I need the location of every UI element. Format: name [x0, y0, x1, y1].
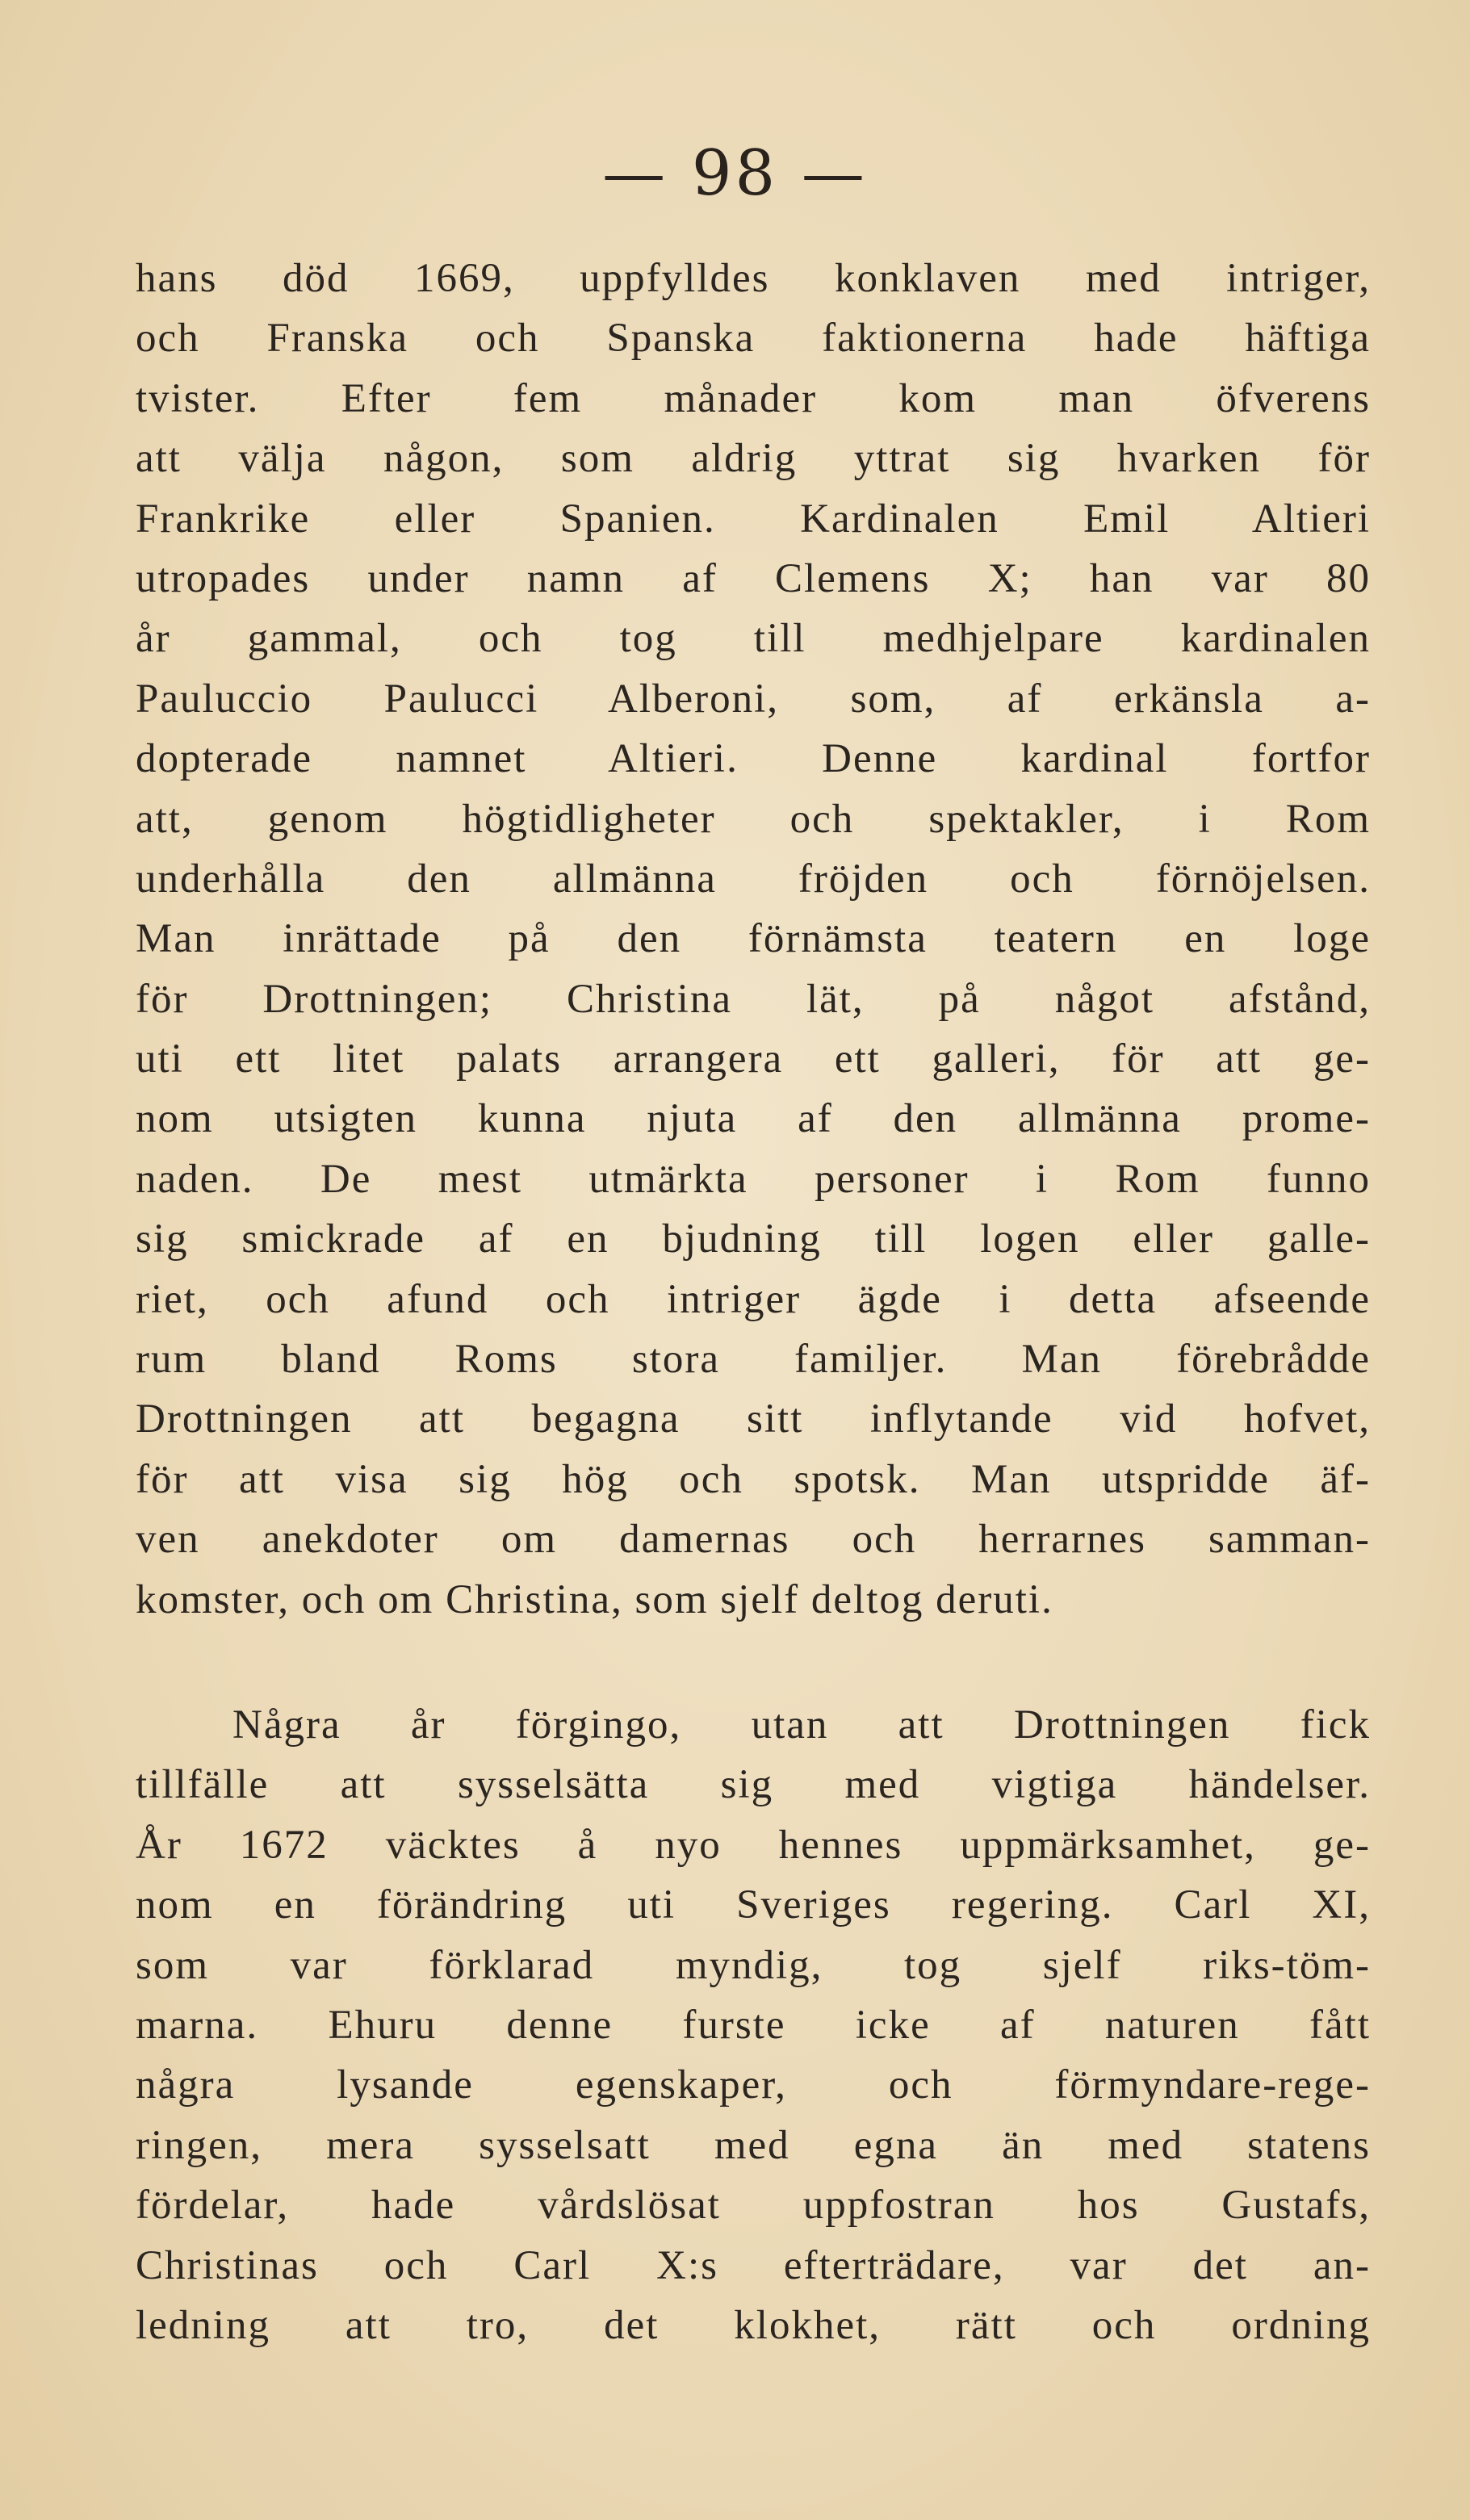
text-line: tvister. Efter fem månader kom man öfverens: [136, 375, 1371, 421]
text-line: Några år förgingo, utan att Drottningen fick: [232, 1702, 1371, 1748]
text-line: fördelar, hade vårdslösat uppfostran hos Gustafs,: [136, 2183, 1371, 2229]
text-line: och Franska och Spanska faktionerna hade häftiga: [136, 316, 1371, 362]
text-line: Frankrike eller Spanien. Kardinalen Emil Altieri: [136, 496, 1371, 542]
text-line: Pauluccio Paulucci Alberoni, som, af erkänsla a-: [136, 676, 1371, 722]
text-line: för att visa sig hög och spotsk. Man utspridde äf-: [136, 1456, 1371, 1502]
text-line: som var förklarad myndig, tog sjelf riks-töm-: [136, 1942, 1371, 1988]
text-line: dopterade namnet Altieri. Denne kardinal fortfor: [136, 736, 1371, 782]
text-line: ledning att tro, det klokhet, rätt och ordning: [136, 2302, 1371, 2348]
text-line: tillfälle att sysselsätta sig med vigtiga händelser.: [136, 1762, 1371, 1808]
text-line: underhålla den allmänna fröjden och förnöjelsen.: [136, 856, 1371, 902]
text-line: nom en förändring uti Sveriges regering. Carl XI,: [136, 1882, 1371, 1928]
text-line: riet, och afund och intriger ägde i detta afseende: [136, 1276, 1371, 1322]
text-line: marna. Ehuru denne furste icke af naturen fått: [136, 2002, 1371, 2048]
text-line: år gammal, och tog till medhjelpare kardinalen: [136, 616, 1371, 662]
text-line: sig smickrade af en bjudning till logen eller galle-: [136, 1216, 1371, 1262]
text-line: uti ett litet palats arrangera ett galleri, för att ge-: [136, 1036, 1371, 1082]
text-line: Man inrättade på den förnämsta teatern en loge: [136, 916, 1371, 962]
text-line: Drottningen att begagna sitt inflytande vid hofvet,: [136, 1396, 1371, 1442]
text-line: hans död 1669, uppfylldes konklaven med intriger,: [136, 256, 1371, 301]
text-line: Christinas och Carl X:s efterträdare, var det an-: [136, 2242, 1371, 2288]
paragraph-1: [136, 249, 1371, 1630]
text-line: komster, och om Christina, som sjelf deltog deruti.: [136, 1576, 1053, 1622]
paragraph-2: [136, 1695, 1371, 2355]
page-number: — 98 —: [602, 137, 868, 210]
text-line: att, genom högtidligheter och spektakler, i Rom: [136, 796, 1371, 842]
text-line: utropades under namn af Clemens X; han var 80: [136, 555, 1371, 601]
text-line: att välja någon, som aldrig yttrat sig hvarken för: [136, 436, 1371, 482]
text-line: År 1672 väcktes å nyo hennes uppmärksamhet, ge-: [136, 1822, 1371, 1868]
text-line: för Drottningen; Christina lät, på något afstånd,: [136, 976, 1371, 1022]
text-line: rum bland Roms stora familjer. Man förebrådde: [136, 1337, 1371, 1383]
text-line: några lysande egenskaper, och förmyndare-rege-: [136, 2062, 1371, 2108]
text-line: ringen, mera sysselsatt med egna än med statens: [136, 2122, 1371, 2168]
text-line: nom utsigten kunna njuta af den allmänna prome-: [136, 1096, 1371, 1142]
text-line: ven anekdoter om damernas och herrarnes samman-: [136, 1517, 1371, 1563]
text-line: naden. De mest utmärkta personer i Rom funno: [136, 1156, 1371, 1202]
